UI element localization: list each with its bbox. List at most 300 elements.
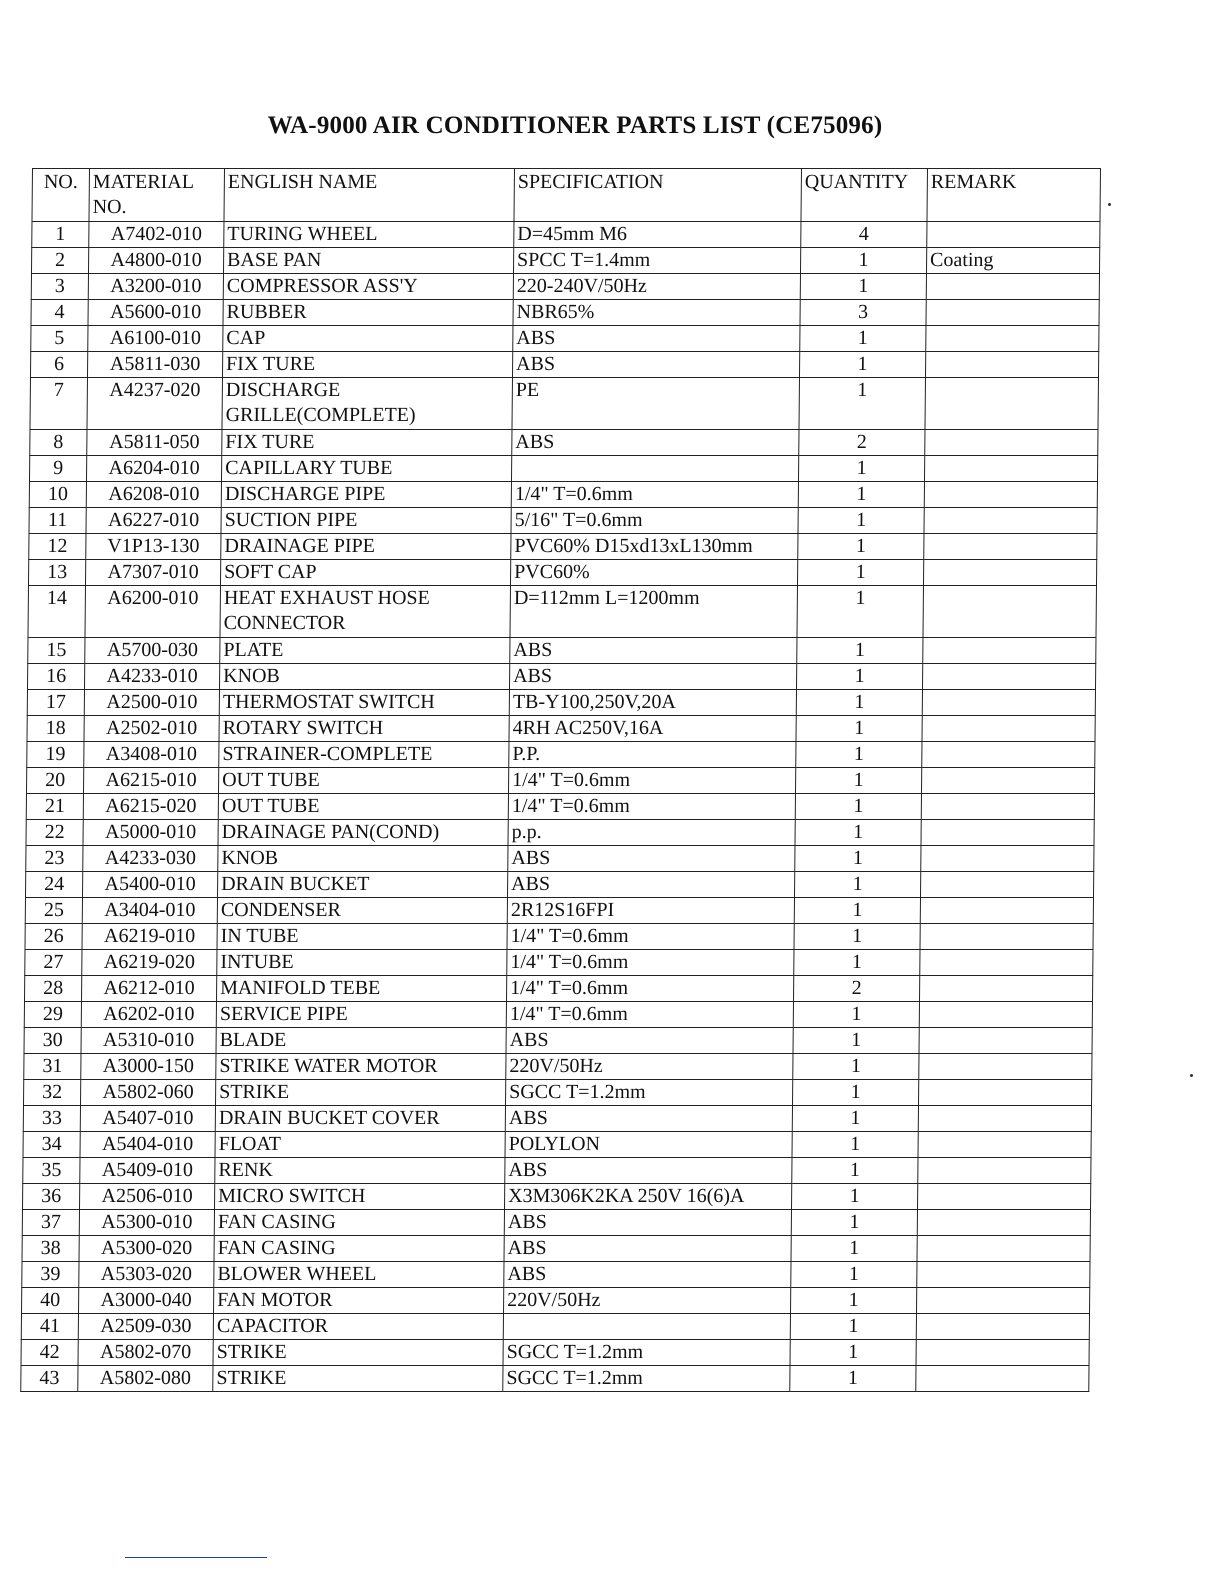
cell-quantity: 1 — [793, 1028, 919, 1054]
cell-remark — [918, 1106, 1091, 1132]
cell-english-name: CONDENSER — [217, 898, 507, 924]
cell-remark — [924, 456, 1097, 482]
cell-specification: 1/4" T=0.6mm — [507, 950, 794, 976]
cell-remark — [923, 638, 1096, 664]
cell-remark — [926, 300, 1099, 326]
cell-english-name: PLATE — [220, 638, 510, 664]
cell-specification: 1/4" T=0.6mm — [511, 482, 798, 508]
table-row — [22, 1236, 1090, 1262]
table-row — [24, 1028, 1092, 1054]
cell-material-no: A6219-020 — [82, 950, 217, 976]
cell-quantity: 1 — [793, 1054, 919, 1080]
cell-english-name: KNOB — [218, 846, 508, 872]
cell-specification: 220V/50Hz — [506, 1054, 793, 1080]
cell-material-no: A7307-010 — [85, 560, 220, 586]
cell-material-no: A6215-020 — [83, 794, 218, 820]
cell-remark — [917, 1236, 1090, 1262]
cell-material-no: A6227-010 — [86, 508, 221, 534]
table-row — [23, 1158, 1091, 1184]
cell-quantity: 1 — [792, 1106, 918, 1132]
cell-no: 9 — [29, 456, 86, 482]
cell-no: 37 — [22, 1210, 79, 1236]
cell-remark — [924, 508, 1097, 534]
cell-specification: 5/16" T=0.6mm — [511, 508, 798, 534]
table-row — [21, 1314, 1089, 1340]
cell-english-name: DRAINAGE PIPE — [221, 534, 511, 560]
cell-no: 38 — [22, 1236, 79, 1262]
cell-remark — [920, 898, 1093, 924]
cell-material-no: A6200-010 — [85, 586, 220, 638]
parts-table-body — [21, 222, 1100, 1392]
cell-specification: ABS — [504, 1210, 791, 1236]
cell-english-name: STRIKE — [213, 1366, 503, 1392]
table-row — [30, 352, 1098, 378]
cell-english-name: DISCHARGE PIPE — [221, 482, 511, 508]
table-row — [31, 248, 1099, 274]
cell-specification: 4RH AC250V,16A — [509, 716, 796, 742]
cell-english-name: FAN MOTOR — [214, 1288, 504, 1314]
cell-specification: PVC60% — [510, 560, 797, 586]
table-row — [25, 924, 1093, 950]
table-row — [28, 638, 1096, 664]
cell-quantity: 1 — [795, 820, 921, 846]
cell-specification: P.P. — [509, 742, 796, 768]
cell-english-name: COMPRESSOR ASS'Y — [223, 274, 513, 300]
cell-no: 23 — [26, 846, 83, 872]
cell-specification: ABS — [509, 664, 796, 690]
cell-material-no: A5409-010 — [80, 1158, 215, 1184]
cell-material-no: A5802-060 — [81, 1080, 216, 1106]
cell-english-name: FAN CASING — [214, 1236, 504, 1262]
cell-material-no: A5802-080 — [78, 1366, 213, 1392]
table-row — [23, 1106, 1091, 1132]
cell-material-no: A4233-030 — [83, 846, 218, 872]
cell-specification: ABS — [504, 1262, 791, 1288]
document-title: WA-9000 AIR CONDITIONER PARTS LIST (CE75096) — [267, 112, 883, 139]
header-no: NO. — [32, 169, 90, 222]
table-row — [29, 534, 1097, 560]
cell-specification: SGCC T=1.2mm — [506, 1080, 793, 1106]
cell-no: 30 — [24, 1028, 81, 1054]
cell-material-no: A6202-010 — [81, 1002, 216, 1028]
cell-quantity: 1 — [798, 534, 924, 560]
cell-no: 28 — [24, 976, 81, 1002]
parts-table — [20, 168, 1101, 1392]
cell-remark — [916, 1314, 1089, 1340]
header-quantity: QUANTITY — [801, 169, 928, 222]
cell-english-name: MANIFOLD TEBE — [216, 976, 506, 1002]
cell-quantity: 1 — [800, 274, 926, 300]
table-row — [26, 820, 1094, 846]
cell-quantity: 1 — [797, 560, 923, 586]
cell-english-name: DRAIN BUCKET — [217, 872, 507, 898]
cell-specification: 2R12S16FPI — [507, 898, 794, 924]
cell-english-name: RENK — [215, 1158, 505, 1184]
cell-material-no: A5811-050 — [87, 430, 222, 456]
cell-quantity: 1 — [798, 482, 924, 508]
cell-quantity: 1 — [796, 716, 922, 742]
cell-no: 39 — [22, 1262, 79, 1288]
cell-no: 18 — [27, 716, 84, 742]
cell-remark — [920, 872, 1093, 898]
table-row — [29, 456, 1097, 482]
table-row — [24, 976, 1092, 1002]
cell-english-name: STRIKE WATER MOTOR — [216, 1054, 506, 1080]
cell-specification: SGCC T=1.2mm — [503, 1340, 790, 1366]
cell-english-name: KNOB — [219, 664, 509, 690]
cell-no: 32 — [24, 1080, 81, 1106]
cell-specification: ABS — [504, 1236, 791, 1262]
table-row — [22, 1288, 1090, 1314]
table-row — [28, 586, 1096, 638]
cell-remark — [917, 1288, 1090, 1314]
cell-english-name: MICRO SWITCH — [215, 1184, 505, 1210]
cell-no: 41 — [21, 1314, 78, 1340]
cell-material-no: A3404-010 — [82, 898, 217, 924]
cell-remark — [922, 716, 1095, 742]
cell-remark — [923, 586, 1096, 638]
cell-remark — [919, 1028, 1092, 1054]
cell-no: 42 — [21, 1340, 78, 1366]
cell-remark — [925, 378, 1098, 430]
cell-quantity: 1 — [800, 326, 926, 352]
table-row — [27, 664, 1095, 690]
cell-no: 33 — [23, 1106, 80, 1132]
cell-material-no: A4233-010 — [84, 664, 219, 690]
cell-english-name: FLOAT — [215, 1132, 505, 1158]
cell-english-name: THERMOSTAT SWITCH — [219, 690, 509, 716]
table-row — [27, 690, 1095, 716]
cell-quantity: 1 — [791, 1262, 917, 1288]
cell-remark — [920, 924, 1093, 950]
cell-specification: 1/4" T=0.6mm — [508, 794, 795, 820]
cell-material-no: A6100-010 — [88, 326, 223, 352]
table-row — [25, 950, 1093, 976]
cell-quantity: 1 — [794, 950, 920, 976]
cell-quantity: 4 — [801, 222, 927, 248]
cell-remark — [927, 222, 1100, 248]
table-row — [23, 1184, 1091, 1210]
cell-english-name: DRAIN BUCKET COVER — [215, 1106, 505, 1132]
cell-material-no: A5303-020 — [79, 1262, 214, 1288]
cell-quantity: 1 — [793, 1080, 919, 1106]
table-row — [29, 482, 1097, 508]
header-remark: REMARK — [927, 169, 1101, 222]
table-row — [29, 508, 1097, 534]
cell-material-no: A6219-010 — [82, 924, 217, 950]
cell-no: 15 — [28, 638, 85, 664]
table-row — [25, 898, 1093, 924]
cell-english-name: STRAINER-COMPLETE — [219, 742, 509, 768]
cell-quantity: 1 — [797, 586, 923, 638]
table-row — [31, 274, 1099, 300]
cell-no: 16 — [27, 664, 84, 690]
table-row — [30, 378, 1098, 430]
cell-quantity: 1 — [792, 1132, 918, 1158]
cell-material-no: A5000-010 — [83, 820, 218, 846]
cell-remark — [926, 326, 1099, 352]
cell-remark: Coating — [926, 248, 1099, 274]
cell-material-no: A2500-010 — [84, 690, 219, 716]
table-row — [26, 768, 1094, 794]
cell-specification: PE — [512, 378, 799, 430]
cell-remark — [925, 430, 1098, 456]
cell-english-name: BLOWER WHEEL — [214, 1262, 504, 1288]
cell-specification: ABS — [508, 846, 795, 872]
cell-no: 13 — [28, 560, 85, 586]
table-row — [21, 1340, 1089, 1366]
cell-specification: D=112mm L=1200mm — [510, 586, 797, 638]
cell-english-name: STRIKE — [216, 1080, 506, 1106]
cell-quantity: 1 — [796, 742, 922, 768]
cell-specification: NBR65% — [513, 300, 800, 326]
cell-english-name: DISCHARGE GRILLE(COMPLETE) — [222, 378, 512, 430]
cell-remark — [916, 1340, 1089, 1366]
cell-quantity: 2 — [799, 430, 925, 456]
cell-material-no: A5600-010 — [88, 300, 223, 326]
cell-remark — [925, 352, 1098, 378]
cell-english-name: STRIKE — [213, 1340, 503, 1366]
cell-english-name: BLADE — [216, 1028, 506, 1054]
table-row — [28, 560, 1096, 586]
cell-material-no: A2509-030 — [78, 1314, 213, 1340]
cell-specification: ABS — [505, 1158, 792, 1184]
cell-specification: SPCC T=1.4mm — [513, 248, 800, 274]
cell-no: 27 — [25, 950, 82, 976]
cell-quantity: 1 — [791, 1210, 917, 1236]
cell-english-name: HEAT EXHAUST HOSE CONNECTOR — [220, 586, 510, 638]
cell-quantity: 1 — [793, 1002, 919, 1028]
cell-material-no: A5811-030 — [87, 352, 222, 378]
cell-quantity: 1 — [790, 1366, 916, 1392]
table-row — [31, 326, 1099, 352]
cell-no: 17 — [27, 690, 84, 716]
cell-remark — [922, 664, 1095, 690]
cell-material-no: A3200-010 — [88, 274, 223, 300]
cell-material-no: A6208-010 — [86, 482, 221, 508]
cell-remark — [916, 1366, 1089, 1392]
cell-specification: D=45mm M6 — [514, 222, 801, 248]
cell-remark — [920, 950, 1093, 976]
cell-remark — [926, 274, 1099, 300]
cell-no: 35 — [23, 1158, 80, 1184]
cell-no: 24 — [25, 872, 82, 898]
cell-no: 6 — [30, 352, 87, 378]
cell-english-name: OUT TUBE — [218, 794, 508, 820]
cell-quantity: 1 — [794, 872, 920, 898]
header-specification: SPECIFICATION — [514, 169, 802, 222]
cell-quantity: 1 — [795, 794, 921, 820]
cell-remark — [921, 768, 1094, 794]
cell-no: 26 — [25, 924, 82, 950]
cell-specification: ABS — [505, 1106, 792, 1132]
cell-english-name: CAPILLARY TUBE — [221, 456, 511, 482]
table-row — [21, 1366, 1089, 1392]
cell-no: 43 — [21, 1366, 78, 1392]
cell-remark — [921, 794, 1094, 820]
cell-specification: ABS — [510, 638, 797, 664]
scan-speck — [1190, 1074, 1193, 1077]
cell-quantity: 1 — [798, 508, 924, 534]
cell-quantity: 1 — [791, 1288, 917, 1314]
cell-no: 12 — [29, 534, 86, 560]
table-row — [32, 222, 1100, 248]
cell-specification: X3M306K2KA 250V 16(6)A — [505, 1184, 792, 1210]
cell-material-no: A5407-010 — [80, 1106, 215, 1132]
table-row — [22, 1210, 1090, 1236]
cell-material-no: A5300-010 — [79, 1210, 214, 1236]
table-header-row — [32, 169, 1101, 222]
cell-english-name: SUCTION PIPE — [221, 508, 511, 534]
cell-specification: ABS — [507, 872, 794, 898]
cell-remark — [924, 534, 1097, 560]
cell-material-no: A6212-010 — [81, 976, 216, 1002]
cell-specification: POLYLON — [505, 1132, 792, 1158]
cell-material-no: A3408-010 — [84, 742, 219, 768]
cell-specification: 1/4" T=0.6mm — [506, 1002, 793, 1028]
cell-remark — [918, 1132, 1091, 1158]
cell-english-name: DRAINAGE PAN(COND) — [218, 820, 508, 846]
cell-material-no: A6204-010 — [86, 456, 221, 482]
cell-quantity: 1 — [799, 378, 925, 430]
cell-remark — [923, 560, 1096, 586]
cell-specification: ABS — [506, 1028, 793, 1054]
cell-material-no: A4800-010 — [88, 248, 223, 274]
cell-english-name: SERVICE PIPE — [216, 1002, 506, 1028]
cell-specification: 220V/50Hz — [504, 1288, 791, 1314]
cell-remark — [918, 1184, 1091, 1210]
scan-speck — [1108, 203, 1111, 206]
cell-material-no: A5700-030 — [85, 638, 220, 664]
cell-no: 19 — [27, 742, 84, 768]
cell-english-name: FAN CASING — [214, 1210, 504, 1236]
cell-no: 22 — [26, 820, 83, 846]
cell-english-name: INTUBE — [217, 950, 507, 976]
cell-material-no: A5802-070 — [78, 1340, 213, 1366]
cell-no: 5 — [31, 326, 88, 352]
table-row — [23, 1132, 1091, 1158]
cell-quantity: 3 — [800, 300, 926, 326]
cell-quantity: 1 — [792, 1184, 918, 1210]
cell-no: 3 — [31, 274, 88, 300]
cell-english-name: RUBBER — [223, 300, 513, 326]
cell-no: 25 — [25, 898, 82, 924]
table-row — [27, 742, 1095, 768]
cell-material-no: A6215-010 — [83, 768, 218, 794]
cell-english-name: TURING WHEEL — [224, 222, 514, 248]
cell-specification: 220-240V/50Hz — [513, 274, 800, 300]
cell-quantity: 1 — [799, 352, 925, 378]
header-material-no: MATERIAL NO. — [89, 169, 225, 222]
cell-no: 31 — [24, 1054, 81, 1080]
cell-english-name: CAPACITOR — [213, 1314, 503, 1340]
cell-material-no: A2506-010 — [80, 1184, 215, 1210]
cell-quantity: 1 — [794, 898, 920, 924]
cell-no: 4 — [31, 300, 88, 326]
cell-specification: p.p. — [508, 820, 795, 846]
cell-specification: TB-Y100,250V,20A — [509, 690, 796, 716]
table-row — [27, 716, 1095, 742]
header-english-name: ENGLISH NAME — [224, 169, 515, 222]
cell-specification: 1/4" T=0.6mm — [506, 976, 793, 1002]
cell-quantity: 1 — [792, 1158, 918, 1184]
cell-quantity: 1 — [796, 664, 922, 690]
footer-rule — [125, 1557, 267, 1558]
cell-quantity: 2 — [793, 976, 919, 1002]
cell-material-no: A3000-150 — [81, 1054, 216, 1080]
cell-no: 7 — [30, 378, 87, 430]
cell-no: 8 — [30, 430, 87, 456]
cell-material-no: A5400-010 — [82, 872, 217, 898]
cell-no: 36 — [23, 1184, 80, 1210]
cell-quantity: 1 — [796, 690, 922, 716]
cell-material-no: A3000-040 — [79, 1288, 214, 1314]
cell-specification: ABS — [512, 352, 799, 378]
cell-no: 1 — [32, 222, 89, 248]
cell-specification — [511, 456, 798, 482]
cell-english-name: OUT TUBE — [218, 768, 508, 794]
cell-remark — [917, 1262, 1090, 1288]
cell-no: 40 — [22, 1288, 79, 1314]
cell-remark — [917, 1210, 1090, 1236]
cell-quantity: 1 — [797, 638, 923, 664]
table-row — [25, 872, 1093, 898]
cell-material-no: A5310-010 — [81, 1028, 216, 1054]
cell-english-name: BASE PAN — [223, 248, 513, 274]
cell-quantity: 1 — [790, 1314, 916, 1340]
cell-remark — [921, 820, 1094, 846]
cell-quantity: 1 — [798, 456, 924, 482]
cell-english-name: FIX TURE — [222, 430, 512, 456]
cell-specification: 1/4" T=0.6mm — [507, 924, 794, 950]
cell-english-name: CAP — [223, 326, 513, 352]
cell-remark — [919, 1080, 1092, 1106]
cell-remark — [922, 690, 1095, 716]
table-row — [26, 846, 1094, 872]
cell-specification: SGCC T=1.2mm — [503, 1366, 790, 1392]
table-row — [31, 300, 1099, 326]
cell-specification: ABS — [512, 430, 799, 456]
cell-remark — [922, 742, 1095, 768]
cell-no: 29 — [24, 1002, 81, 1028]
cell-no: 20 — [26, 768, 83, 794]
cell-no: 21 — [26, 794, 83, 820]
cell-quantity: 1 — [795, 846, 921, 872]
cell-specification — [503, 1314, 790, 1340]
table-row — [22, 1262, 1090, 1288]
cell-remark — [919, 976, 1092, 1002]
cell-material-no: A2502-010 — [84, 716, 219, 742]
cell-specification: PVC60% D15xd13xL130mm — [511, 534, 798, 560]
cell-quantity: 1 — [800, 248, 926, 274]
cell-english-name: ROTARY SWITCH — [219, 716, 509, 742]
cell-material-no: A7402-010 — [89, 222, 224, 248]
cell-no: 11 — [29, 508, 86, 534]
cell-specification: 1/4" T=0.6mm — [508, 768, 795, 794]
cell-material-no: A5404-010 — [80, 1132, 215, 1158]
cell-no: 2 — [31, 248, 88, 274]
cell-english-name: SOFT CAP — [220, 560, 510, 586]
table-row — [24, 1002, 1092, 1028]
cell-material-no: A5300-020 — [79, 1236, 214, 1262]
cell-quantity: 1 — [790, 1340, 916, 1366]
cell-no: 10 — [29, 482, 86, 508]
cell-no: 14 — [28, 586, 85, 638]
cell-english-name: FIX TURE — [222, 352, 512, 378]
cell-remark — [924, 482, 1097, 508]
cell-quantity: 1 — [794, 924, 920, 950]
cell-remark — [919, 1002, 1092, 1028]
